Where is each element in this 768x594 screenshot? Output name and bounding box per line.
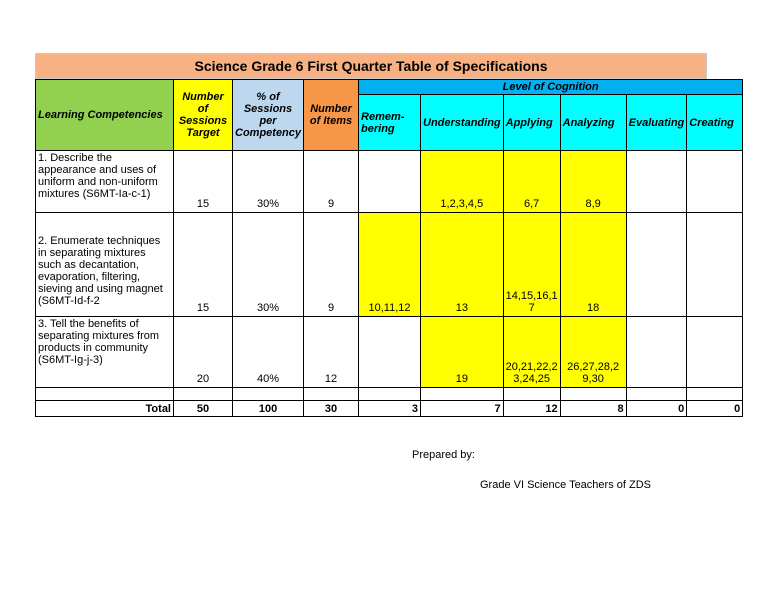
header-number-of-items: Number of Items bbox=[304, 80, 359, 151]
applying-cell: 6,7 bbox=[503, 151, 560, 213]
total-creating: 0 bbox=[687, 401, 743, 417]
percent-cell: 30% bbox=[233, 213, 304, 317]
sessions-cell: 15 bbox=[174, 151, 233, 213]
total-items: 30 bbox=[304, 401, 359, 417]
understanding-cell: 19 bbox=[421, 317, 504, 388]
teachers-name: Grade VI Science Teachers of ZDS bbox=[480, 479, 651, 491]
table-row bbox=[36, 317, 743, 388]
header-analyzing: Analyzing bbox=[560, 95, 626, 151]
header-evaluating: Evaluating bbox=[626, 95, 687, 151]
remembering-cell bbox=[359, 317, 421, 388]
sessions-cell: 20 bbox=[174, 317, 233, 388]
creating-cell bbox=[687, 317, 743, 388]
total-remembering: 3 bbox=[359, 401, 421, 417]
specification-table bbox=[35, 79, 743, 417]
competency-2: 2. Enumerate techniques in separating mixtures such as decantation, evaporation, filtering, sieving and using magnet (S6MT-Id-f-2 bbox=[36, 213, 174, 317]
competency-1: 1. Describe the appearance and uses of uniform and non-uniform mixtures (S6MT-Ia-c-1) bbox=[36, 151, 174, 213]
items-cell: 9 bbox=[304, 213, 359, 317]
evaluating-cell bbox=[626, 317, 687, 388]
total-evaluating: 0 bbox=[626, 401, 687, 417]
table-row bbox=[36, 213, 743, 317]
items-cell: 9 bbox=[304, 151, 359, 213]
total-label: Total bbox=[36, 401, 174, 417]
applying-cell: 14,15,16,17 bbox=[503, 213, 560, 317]
table-title: Science Grade 6 First Quarter Table of Specifications bbox=[35, 53, 707, 79]
header-sessions-target: Number of Sessions Target bbox=[174, 80, 233, 151]
prepared-by-label: Prepared by: bbox=[412, 449, 475, 461]
header-percent-sessions: % of Sessions per Competency bbox=[233, 80, 304, 151]
remembering-cell bbox=[359, 151, 421, 213]
evaluating-cell bbox=[626, 213, 687, 317]
analyzing-cell: 8,9 bbox=[560, 151, 626, 213]
total-sessions: 50 bbox=[174, 401, 233, 417]
spec-sheet bbox=[35, 53, 743, 417]
header-creating: Creating bbox=[687, 95, 743, 151]
total-percent: 100 bbox=[233, 401, 304, 417]
header-applying: Applying bbox=[503, 95, 560, 151]
competency-3: 3. Tell the benefits of separating mixtures from products in community (S6MT-Ig-j-3) bbox=[36, 317, 174, 388]
percent-cell: 30% bbox=[233, 151, 304, 213]
sessions-cell: 15 bbox=[174, 213, 233, 317]
header-learning-competencies: Learning Competencies bbox=[36, 80, 174, 151]
total-applying: 12 bbox=[503, 401, 560, 417]
total-row bbox=[36, 401, 743, 417]
understanding-cell: 1,2,3,4,5 bbox=[421, 151, 504, 213]
header-remembering: Remem-bering bbox=[359, 95, 421, 151]
total-analyzing: 8 bbox=[560, 401, 626, 417]
spacer-row bbox=[36, 388, 743, 401]
percent-cell: 40% bbox=[233, 317, 304, 388]
creating-cell bbox=[687, 151, 743, 213]
applying-cell: 20,21,22,23,24,25 bbox=[503, 317, 560, 388]
analyzing-cell: 18 bbox=[560, 213, 626, 317]
header-level-of-cognition: Level of Cognition bbox=[359, 80, 743, 95]
evaluating-cell bbox=[626, 151, 687, 213]
table-row bbox=[36, 151, 743, 213]
items-cell: 12 bbox=[304, 317, 359, 388]
creating-cell bbox=[687, 213, 743, 317]
header-understanding: Understanding bbox=[421, 95, 504, 151]
analyzing-cell: 26,27,28,29,30 bbox=[560, 317, 626, 388]
remembering-cell: 10,11,12 bbox=[359, 213, 421, 317]
total-understanding: 7 bbox=[421, 401, 504, 417]
understanding-cell: 13 bbox=[421, 213, 504, 317]
